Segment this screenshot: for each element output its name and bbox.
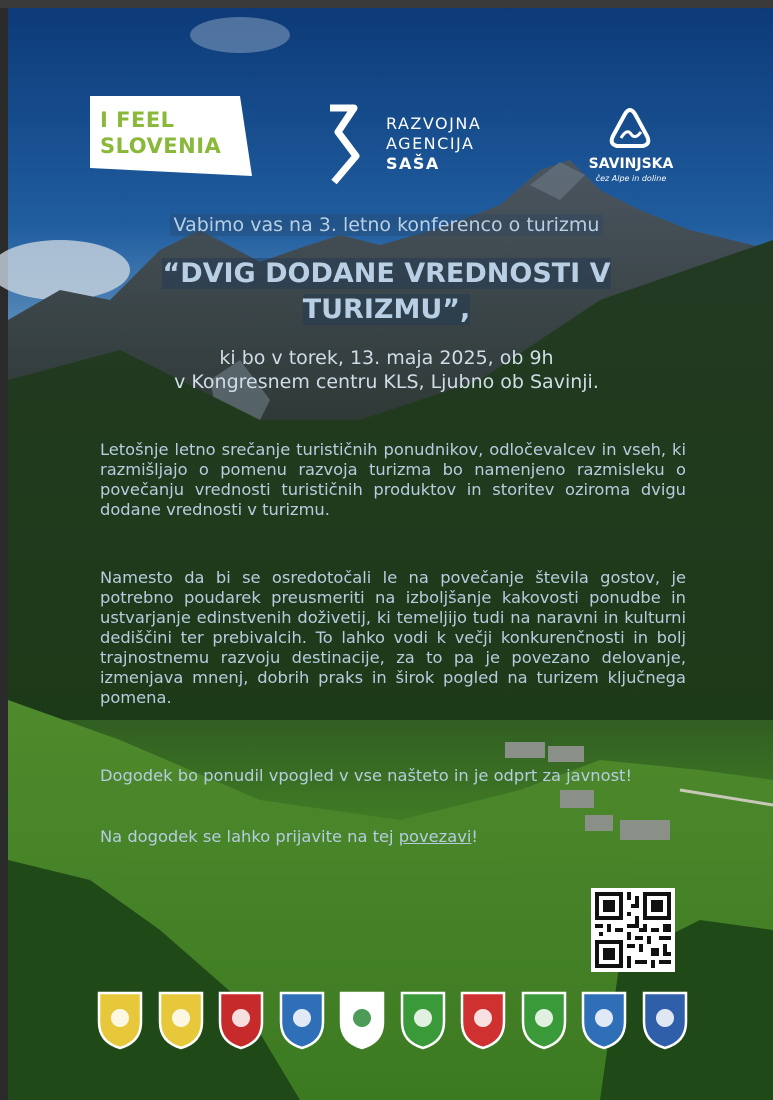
crest-eagle-icon: [157, 990, 205, 1050]
crest-tower-icon: [96, 990, 144, 1050]
registration-qr-code: [591, 888, 675, 972]
razvojna-agencija-s-icon: [326, 104, 362, 186]
crest-church-icon: [641, 990, 689, 1050]
paragraph-open-event: Dogodek bo ponudil vpogled v vse našteto in je odprt za javnost!: [100, 766, 632, 785]
savinjska-mountain-icon: [603, 102, 657, 152]
crest-tree-icon: [399, 990, 447, 1050]
event-date: ki bo v torek, 13. maja 2025, ob 9h: [219, 347, 554, 369]
crest-church-icon: [278, 990, 326, 1050]
savinjska-name: SAVINJSKA: [588, 156, 674, 172]
ra-logo-line3: SAŠA: [386, 154, 440, 173]
invite-line: Vabimo vas na 3. letno konferenco o turizmu: [0, 214, 773, 236]
crest-star-icon: [580, 990, 628, 1050]
registration-link[interactable]: povezavi: [398, 827, 472, 846]
crest-swan-icon: [217, 990, 265, 1050]
conference-title: “DVIG DODANE VREDNOSTI V TURIZMU”,: [162, 258, 611, 325]
paragraph-register: Na dogodek se lahko prijavite na tej povezavi!: [100, 827, 478, 846]
savinjska-tagline: čez Alpe in doline: [595, 174, 667, 183]
ra-logo-line2: AGENCIJA: [386, 134, 475, 153]
paragraph-intro: Letošnje letno srečanje turističnih ponudnikov, odločevalcev in vseh, ki razmišljajo o pomenu razvoja turizma bo namenjeno razmisleku o povečanju vrednosti turističnih produktov in storitev oziroma dvigu dodane vrednosti v turizmu.: [100, 440, 686, 519]
crest-building-icon: [338, 990, 386, 1050]
feel-logo-line1: I FEEL: [100, 108, 175, 132]
feel-logo-line2: SLOVENIA: [100, 134, 222, 158]
event-venue: v Kongresnem centru KLS, Ljubno ob Savinji.: [174, 371, 599, 393]
crest-figure-icon: [520, 990, 568, 1050]
event-details: [0, 346, 773, 394]
crest-star-icon: [459, 990, 507, 1050]
ra-logo-line1: RAZVOJNA: [386, 114, 482, 133]
paragraph-focus: Namesto da bi se osredotočali le na povečanje števila gostov, je potrebno poudarek preusmeriti na izboljšanje kakovosti ponudbe in ustvarjanje edinstvenih doživetij, ki temeljijo tudi na naravni in kulturni dediščini ter prebivalcih. To lahko vodi k večji konkurenčnosti in bolj trajnostnemu razvoju destinacije, za to pa je povezano delovanje, izmenjava mnenj, dobrih praks in širok pogled na turizem ključnega pomena.: [100, 568, 686, 707]
